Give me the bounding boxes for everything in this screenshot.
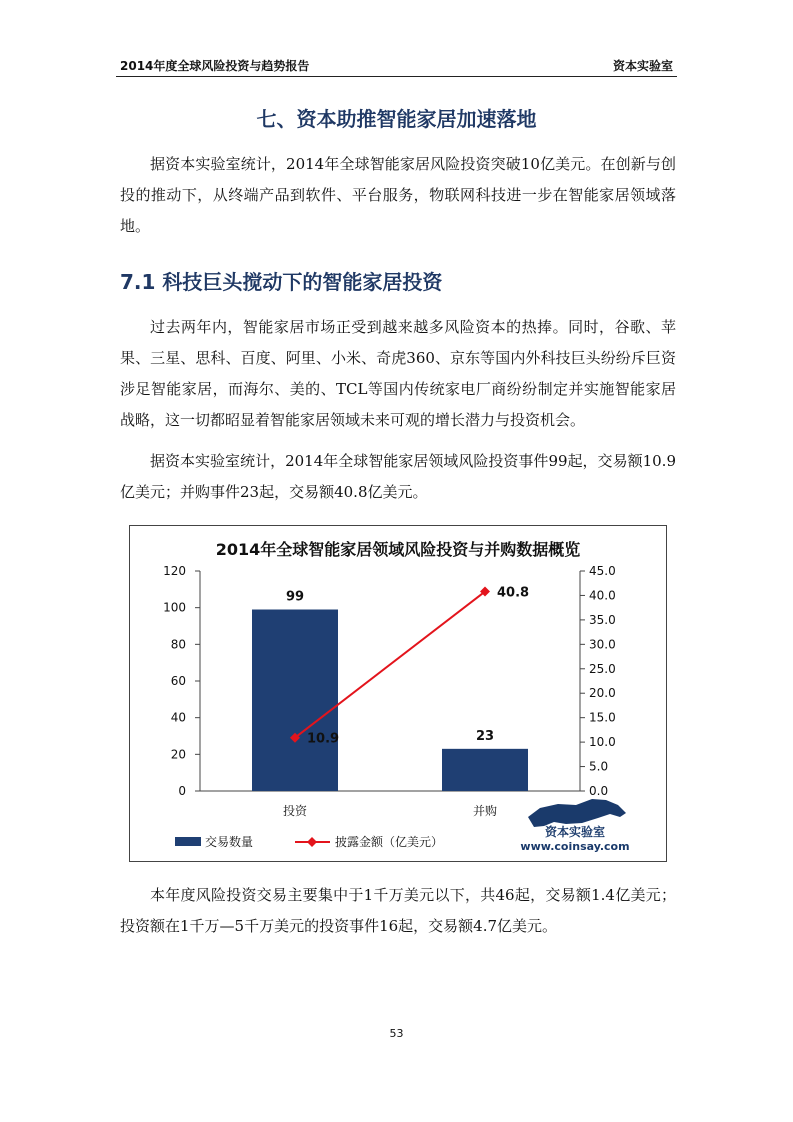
paragraph-2: 过去两年内，智能家居市场正受到越来越多风险资本的热捧。同时，谷歌、苹果、三星、思科、百度、阿里、小米、奇虎360、京东等国内外科技巨头纷纷斥巨资涉足智能家居，而海尔、美的、TCL等国内传统家电厂商纷纷制定并实施智能家居战略，这一切都昭显着智能家居领域未来可观的增长潜力与投资机会。 [120, 318, 676, 429]
left-tick-label: 60 [170, 674, 186, 688]
right-tick-label: 10.0 [589, 735, 616, 750]
header-org: 资本实验室 [612, 59, 673, 73]
paragraph-3: 据资本实验室统计，2014年全球智能家居领域风险投资事件99起，交易额10.9亿美元；并购事件23起，交易额40.8亿美元。 [120, 452, 676, 501]
right-tick-label: 15.0 [589, 710, 616, 725]
left-tick-label: 0 [178, 784, 186, 798]
watermark-url: www.coinsay.com [520, 840, 630, 853]
page-number: 53 [389, 1027, 404, 1040]
legend-label-amount: 披露金额（亿美元） [335, 835, 444, 849]
chart-container [129, 525, 667, 862]
left-tick-label: 80 [170, 637, 186, 652]
left-tick-label: 40 [170, 710, 186, 725]
panther-icon [528, 799, 626, 827]
header-report-title: 2014年度全球风险投资与趋势报告 [120, 59, 310, 73]
legend-swatch-count [175, 837, 201, 846]
right-tick-label: 30.0 [589, 637, 616, 652]
right-tick-label: 40.0 [589, 588, 616, 603]
left-tick-label: 20 [170, 747, 186, 762]
right-tick-label: 45.0 [589, 564, 616, 578]
bar-投资 [252, 610, 338, 792]
combo-chart [130, 526, 666, 861]
right-tick-label: 5.0 [589, 759, 609, 774]
right-tick-label: 20.0 [589, 686, 616, 701]
right-tick-label: 0.0 [589, 784, 609, 798]
right-tick-label: 35.0 [589, 612, 616, 627]
right-tick-label: 25.0 [589, 661, 616, 676]
watermark-name: 资本实验室 [544, 825, 606, 839]
header-divider [116, 76, 677, 77]
x-tick-label: 并购 [472, 804, 498, 818]
paragraph-1: 据资本实验室统计，2014年全球智能家居风险投资突破10亿美元。在创新与创投的推动下，从终端产品到软件、平台服务，物联网科技进一步在智能家居领域落地。 [120, 155, 676, 235]
bar-data-label: 23 [475, 728, 495, 744]
bar-并购 [442, 749, 528, 791]
bar-data-label: 99 [285, 589, 305, 605]
legend-marker-amount [307, 837, 317, 847]
section-title: 七、资本助推智能家居加速落地 [256, 107, 537, 131]
legend-label-count: 交易数量 [205, 835, 254, 849]
watermark-logo [520, 799, 629, 853]
x-tick-label: 投资 [282, 804, 308, 818]
subsection-title: 7.1 科技巨头搅动下的智能家居投资 [120, 270, 443, 294]
left-tick-label: 120 [163, 564, 186, 578]
line-data-label: 10.9 [307, 731, 340, 747]
left-tick-label: 100 [163, 600, 186, 615]
paragraph-4: 本年度风险投资交易主要集中于1千万美元以下，共46起，交易额1.4亿美元；投资额在1千万—5千万美元的投资事件16起，交易额4.7亿美元。 [120, 886, 676, 935]
chart-title: 2014年全球智能家居领域风险投资与并购数据概览 [215, 540, 581, 559]
line-data-label: 40.8 [497, 585, 530, 601]
